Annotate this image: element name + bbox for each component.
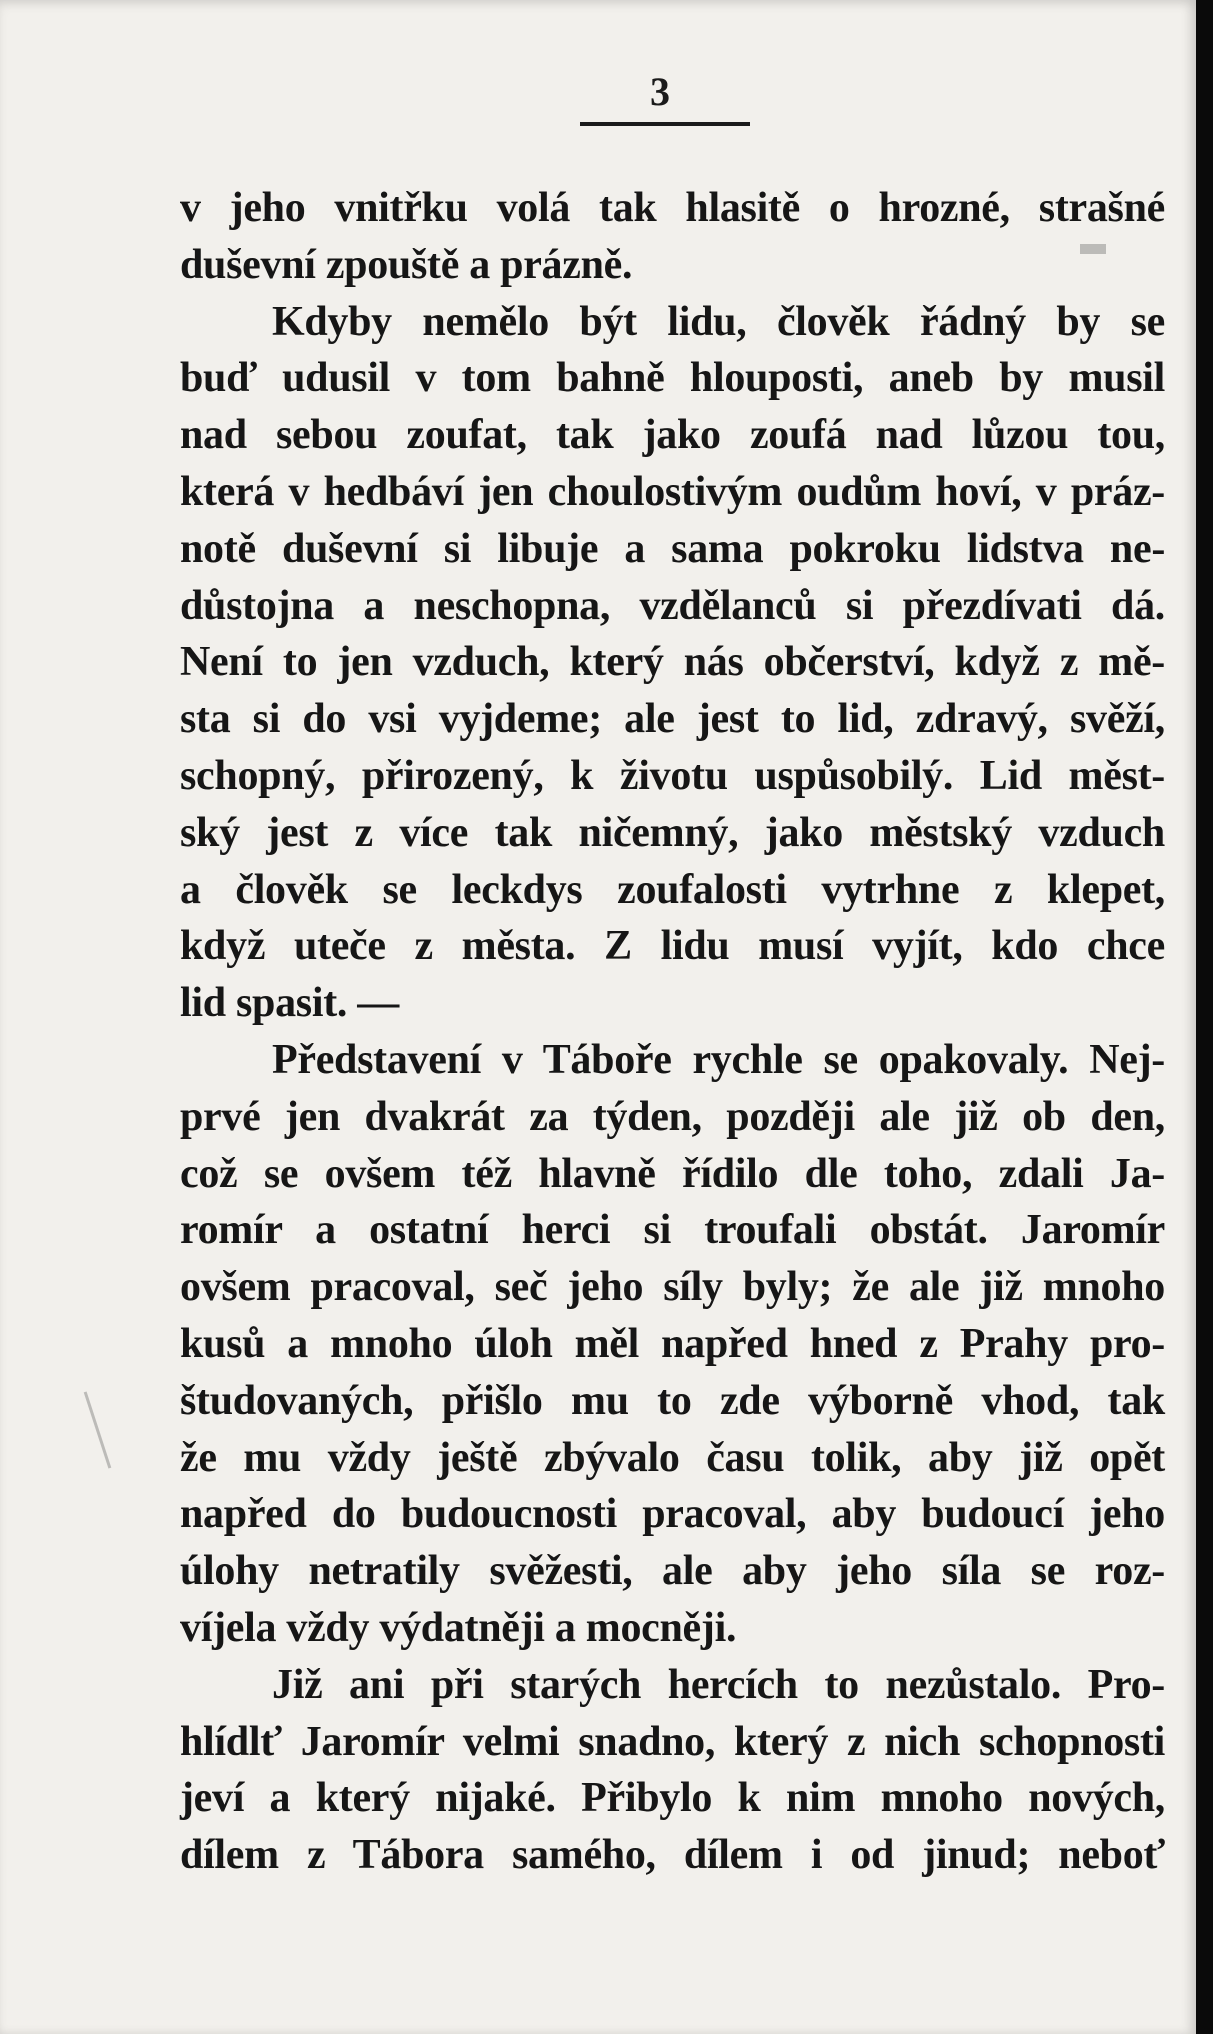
- text-line: prvé jen dvakrát za týden, později ale již ob den,: [180, 1093, 1165, 1140]
- text-line: Kdyby nemělo být lidu, člověk řádný by se: [272, 298, 1165, 345]
- text-line: v jeho vnitřku volá tak hlasitě o hrozné, strašné: [180, 185, 1165, 231]
- text-line: nad sebou zoufat, tak jako zoufá nad lůzou tou,: [180, 412, 1165, 459]
- text-line: Představení v Táboře rychle se opakovaly. Nej-: [272, 1036, 1165, 1083]
- text-line: lid spasit. —: [180, 980, 399, 1027]
- text-line: napřed do budoucnosti pracoval, aby budoucí jeho: [180, 1491, 1165, 1538]
- text-line: kusů a mnoho úloh měl napřed hned z Prahy pro-: [180, 1320, 1165, 1367]
- text-line: duševní zpouště a prázně.: [180, 241, 633, 288]
- text-line: a člověk se leckdys zoufalosti vytrhne z klepet,: [180, 866, 1165, 913]
- text-line: buď udusil v tom bahně hlouposti, aneb by musil: [180, 355, 1165, 402]
- text-line: sta si do vsi vyjdeme; ale jest to lid, zdravý, svěží,: [180, 696, 1165, 743]
- text-line: že mu vždy ještě zbývalo času tolik, aby již opět: [180, 1434, 1165, 1481]
- text-line: Již ani při starých hercích to nezůstalo. Pro-: [272, 1661, 1165, 1708]
- text-line: což se ovšem též hlavně řídilo dle toho, zdali Ja-: [180, 1150, 1165, 1197]
- text-line: dílem z Tábora samého, dílem i od jinud; neboť: [180, 1832, 1165, 1879]
- text-line: úlohy netratily svěžesti, ale aby jeho síla se roz-: [180, 1548, 1165, 1595]
- page-edge-shadow: [1196, 0, 1213, 2034]
- text-line: romír a ostatní herci si troufali obstát. Jaromír: [180, 1207, 1165, 1254]
- text-line: schopný, přirozený, k životu uspůsobilý. Lid měst-: [180, 752, 1165, 799]
- text-line: študovaných, přišlo mu to zde výborně vhod, tak: [180, 1377, 1165, 1424]
- header-rule: [580, 122, 750, 126]
- text-line: víjela vždy výdatněji a mocněji.: [180, 1604, 737, 1651]
- text-line: hlídlť Jaromír velmi snadno, který z nich schopnosti: [180, 1718, 1165, 1765]
- text-line: Není to jen vzduch, který nás občerství, když z mě-: [180, 639, 1165, 686]
- text-line: ovšem pracoval, seč jeho síly byly; že ale již mnoho: [180, 1264, 1165, 1311]
- scan-speck: [1080, 244, 1106, 254]
- scan-speck: [84, 1391, 112, 1468]
- text-line: která v hedbáví jen choulostivým oudům hoví, v práz-: [180, 468, 1165, 515]
- text-line: když uteče z města. Z lidu musí vyjít, kdo chce: [180, 923, 1165, 970]
- text-line: důstojna a neschopna, vzdělanců si přezdívati dá.: [180, 582, 1165, 629]
- text-line: jeví a který nijaké. Přibylo k nim mnoho nových,: [180, 1775, 1165, 1822]
- text-line: notě duševní si libuje a sama pokroku lidstva ne-: [180, 525, 1165, 572]
- page-number: 3: [650, 69, 670, 114]
- text-line: ský jest z více tak ničemný, jako městský vzduch: [180, 809, 1165, 856]
- body-text: [180, 180, 1165, 1884]
